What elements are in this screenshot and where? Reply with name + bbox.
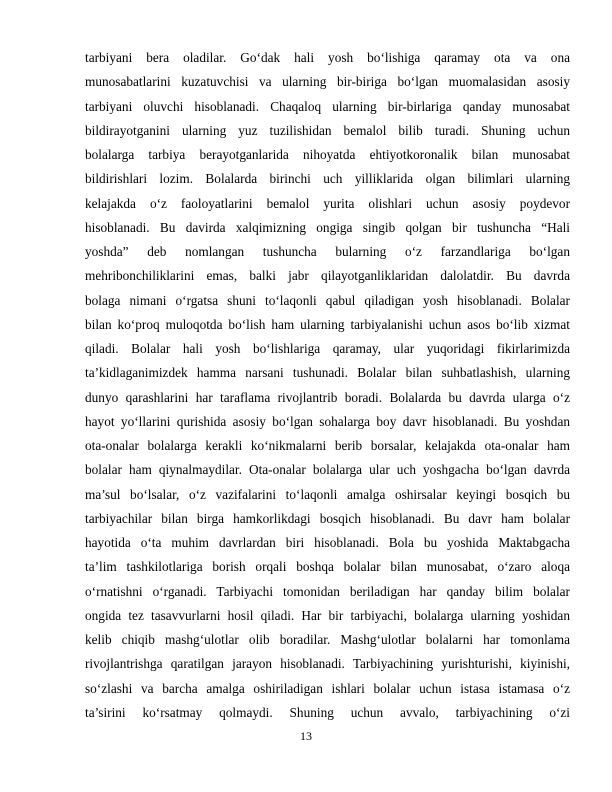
text-line: mehribonchiliklarini emas, balki jabr qilayotganliklaridan dalolatdir. Bu davrda (85, 268, 570, 284)
text-line: ta’kidlaganimizdek hamma narsani tushunadi. Bolalar bilan suhbatlashish, ularning (85, 365, 570, 381)
text-line: ta’sirini ko‘rsatmay qolmaydi. Shuning uchun avvalo, tarbiyachining o‘zi (85, 704, 570, 720)
text-line: ta’lim tashkilotlariga borish orqali boshqa bolalar bilan munosabat, o‘zaro aloqa (85, 559, 570, 575)
text-line: ongida tez tasavvurlarni hosil qiladi. Har bir tarbiyachi, bolalarga ularning yoshidan (85, 607, 570, 623)
text-line: hayotida o‘ta muhim davrlardan biri hisoblanadi. Bola bu yoshida Maktabgacha (85, 535, 570, 550)
text-line: bolalarga tarbiya berayotganlarida nihoyatda ehtiyotkoronalik bilan munosabat (85, 147, 570, 162)
text-line: tarbiyachilar bilan birga hamkorlikdagi bosqich hisoblanadi. Bu davr ham bolalar (85, 510, 570, 526)
text-line: bildirayotganini ularning yuz tuzilishidan bemalol bilib turadi. Shuning uchun (85, 122, 570, 138)
text-line: munosabatlarini kuzatuvchisi va ularning bir-biriga bo‘lgan muomalasidan asosiy (85, 74, 570, 90)
text-line: tarbiyani bera oladilar. Go‘dak hali yosh bo‘lishiga qaramay ota va ona (85, 50, 570, 65)
text-line: o‘rnatishni o‘rganadi. Tarbiyachi tomonidan beriladigan har qanday bilim bolalar (85, 583, 570, 599)
text-line: ma’sul bo‘lsalar, o‘z vazifalarini to‘laqonli amalga oshirsalar keyingi bosqich bu (85, 486, 570, 502)
text-line: kelajakda o‘z faoloyatlarini bemalol yurita olishlari uchun asosiy poydevor (85, 195, 570, 211)
text-line: tarbiyani oluvchi hisoblanadi. Chaqaloq ularning bir-birlariga qanday munosabat (85, 98, 570, 114)
text-line: bolaga nimani o‘rgatsa shuni to‘laqonli qabul qiladigan yosh hisoblanadi. Bolalar (85, 292, 570, 308)
text-line: rivojlantrishga qaratilgan jarayon hisoblanadi. Tarbiyachining yurishturishi, kiyinishi, (85, 656, 570, 672)
page-number: 13 (300, 729, 312, 743)
text-line: so‘zlashi va barcha amalga oshiriladigan ishlari bolalar uchun istasa istamasa o‘z (85, 680, 570, 696)
text-line: bilan ko‘proq muloqotda bo‘lish ham ularning tarbiyalanishi uchun asos bo‘lib xizmat (85, 316, 570, 332)
text-line: qiladi. Bolalar hali yosh bo‘lishlariga qaramay, ular yuqoridagi fikirlarimizda (85, 341, 570, 356)
text-line: hayot yo‘llarini qurishida asosiy bo‘lgan sohalarga boy davr hisoblanadi. Bu yoshdan (85, 413, 570, 429)
text-line: kelib chiqib mashg‘ulotlar olib boradilar. Mashg‘ulotlar bolalarni har tomonlama (85, 632, 570, 647)
text-line: ota-onalar bolalarga kerakli ko‘nikmalarni berib borsalar, kelajakda ota-onalar ham (85, 438, 570, 453)
text-line: bolalar ham qiynalmaydilar. Ota-onalar bolalarga ular uch yoshgacha bo‘lgan davrda (85, 462, 570, 478)
text-line: hisoblanadi. Bu davirda xalqimizning ongiga singib qolgan bir tushuncha “Hali (85, 219, 570, 235)
body-text (85, 46, 570, 725)
text-line: bildirishlari lozim. Bolalarda birinchi uch yilliklarida olgan bilimlari ularning (85, 171, 570, 187)
text-line: yoshda” deb nomlangan tushuncha bularning o‘z farzandlariga bo‘lgan (85, 244, 570, 259)
text-line: dunyo qarashlarini har taraflama rivojlantrib boradi. Bolalarda bu davrda ularga o‘z (85, 389, 570, 405)
